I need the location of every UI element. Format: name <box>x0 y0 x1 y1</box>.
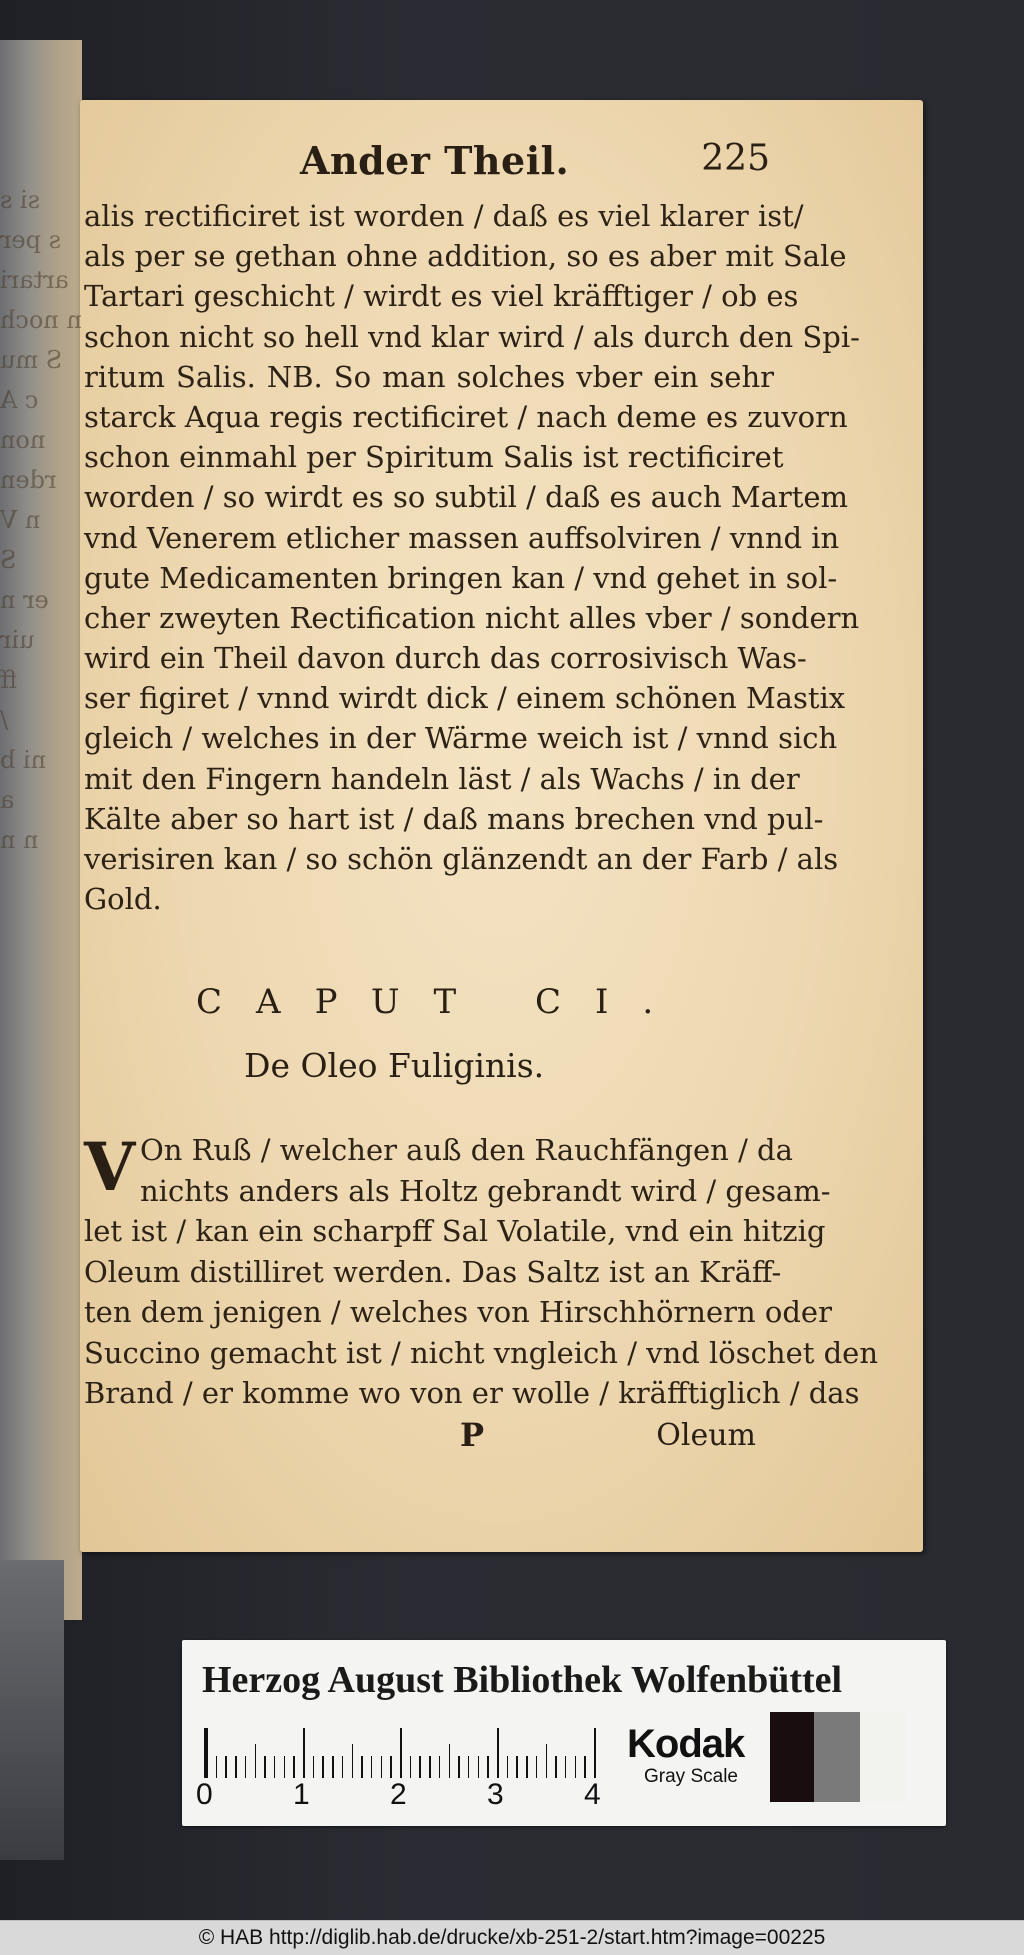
text-line: wird ein Theil davon durch das corrosivisch Was- <box>84 641 807 676</box>
ruler-tick <box>497 1728 499 1778</box>
text-line: verisiren kan / so schön glänzendt an der Farb / als <box>84 842 839 876</box>
page-foot <box>460 1416 756 1456</box>
ruler-tick <box>468 1756 470 1778</box>
bleed-through-line: S mu <box>0 346 63 374</box>
adjacent-page-bleed-through <box>0 180 82 900</box>
ruler-tick <box>225 1756 227 1778</box>
ruler-tick <box>322 1756 324 1778</box>
text-line: vnd Venerem etlicher massen auffsolviren / vnnd in <box>84 520 840 555</box>
section-text-line: Brand / er komme wo von er wolle / kräfftiglich / das <box>84 1376 860 1410</box>
color-calibration-card <box>182 1640 946 1826</box>
ruler-label: 0 <box>196 1778 213 1811</box>
section-text-line: nichts anders als Holtz gebrandt wird / gesam- <box>140 1173 831 1208</box>
bleed-through-line: c A <box>0 386 39 414</box>
signature-mark: P <box>460 1416 485 1454</box>
text-line: Tartari geschicht / wirdt es viel kräfftiger / ob es <box>84 279 799 314</box>
ruler-tick <box>284 1756 286 1778</box>
body-text <box>84 196 860 919</box>
text-line: mit den Fingern handeln läst / als Wachs / in der <box>84 761 800 796</box>
text-line: cher zweyten Rectification nicht alles vber / sondern <box>84 600 860 635</box>
ruler-tick <box>235 1756 237 1778</box>
ruler-tick <box>526 1756 528 1778</box>
ruler-tick <box>536 1756 538 1778</box>
ruler-labels <box>196 1778 626 1818</box>
ruler-tick <box>216 1756 218 1778</box>
ruler-tick <box>516 1756 518 1778</box>
ruler-label: 3 <box>487 1778 504 1811</box>
bleed-through-line: rden <box>0 466 57 494</box>
bleed-through-line: s per <box>0 226 61 254</box>
bleed-through-line: / <box>0 706 9 734</box>
text-line: schon einmahl per Spiritum Salis ist rectificiret <box>84 440 784 475</box>
bleed-through-line: uir <box>0 626 35 654</box>
ruler-tick <box>546 1744 548 1778</box>
bleed-through-line: n noch <box>0 306 82 334</box>
ruler-tick <box>400 1728 402 1778</box>
text-line: schon nicht so hell vnd klar wird / als durch den Spi- <box>84 319 860 354</box>
ruler-label: 4 <box>584 1778 601 1811</box>
ruler-tick <box>575 1756 577 1778</box>
bleed-through-line: n V <box>0 506 41 534</box>
ruler-tick <box>381 1756 383 1778</box>
section-text-line: Oleum distilliret werden. Das Saltz ist an Kräff- <box>84 1254 782 1289</box>
section-text-line: Succino gemacht ist / nicht vngleich / vnd löschet den <box>84 1335 879 1370</box>
ruler-tick <box>206 1728 208 1778</box>
ruler-label: 1 <box>293 1778 310 1811</box>
ruler-tick <box>264 1756 266 1778</box>
ruler-tick <box>594 1728 596 1778</box>
bleed-through-line: a <box>0 786 15 814</box>
ruler-tick <box>371 1756 373 1778</box>
section-text <box>84 1128 879 1414</box>
text-line: worden / so wirdt es so subtil / daß es auch Martem <box>84 480 849 515</box>
ruler-tick <box>245 1756 247 1778</box>
text-line: ser figiret / vnnd wirdt dick / einem schönen Mastix <box>84 681 846 716</box>
ruler-tick <box>352 1744 354 1778</box>
text-line: als per se gethan ohne addition, so es aber mit Sale <box>84 239 847 274</box>
ruler-tick <box>458 1756 460 1778</box>
catchword: Oleum <box>656 1418 756 1453</box>
ruler-tick <box>274 1756 276 1778</box>
bleed-through-line: n n <box>0 826 39 854</box>
adjacent-page-shadow <box>0 1560 64 1860</box>
ruler-tick <box>429 1756 431 1778</box>
ruler-tick <box>449 1744 451 1778</box>
bleed-through-line: ff <box>0 666 18 694</box>
ruler-tick <box>584 1756 586 1778</box>
ruler-label: 2 <box>390 1778 407 1811</box>
text-line: alis rectificiret ist worden / daß es viel klarer ist/ <box>84 199 804 233</box>
ruler-tick <box>439 1756 441 1778</box>
text-line: starck Aqua regis rectificiret / nach deme es zuvorn <box>84 399 848 434</box>
bleed-through-line: er n <box>0 586 49 614</box>
ruler-tick <box>332 1756 334 1778</box>
ruler <box>204 1728 622 1778</box>
ruler-tick <box>419 1756 421 1778</box>
running-head: Ander Theil. <box>300 138 570 183</box>
bleed-through-line: ni b <box>0 746 47 774</box>
ruler-tick <box>565 1756 567 1778</box>
ruler-tick <box>390 1756 392 1778</box>
library-name: Herzog August Bibliothek Wolfenbüttel <box>202 1659 843 1701</box>
ruler-tick <box>487 1756 489 1778</box>
section-text-line: On Ruß / welcher auß den Rauchfängen / da <box>140 1133 793 1167</box>
page-number: 225 <box>701 138 770 179</box>
text-line: Kälte aber so hart ist / daß mans brechen vnd pul- <box>84 801 824 836</box>
page-header <box>300 138 770 186</box>
gray-swatch <box>814 1712 860 1802</box>
text-line: ritum Salis. NB. So man solches vber ein sehr <box>84 359 774 394</box>
ruler-tick <box>555 1756 557 1778</box>
ruler-tick <box>478 1756 480 1778</box>
drop-initial: V <box>84 1128 136 1206</box>
text-line: gute Medicamenten bringen kan / vnd gehet in sol- <box>84 560 838 595</box>
ruler-tick <box>313 1756 315 1778</box>
footer-credit: © HAB http://diglib.hab.de/drucke/xb-251-2/start.htm?image=00225 <box>0 1920 1024 1955</box>
ruler-tick <box>361 1756 363 1778</box>
ruler-tick <box>255 1744 257 1778</box>
gray-swatch <box>770 1712 814 1802</box>
ruler-tick <box>410 1756 412 1778</box>
ruler-tick <box>293 1756 295 1778</box>
ruler-tick <box>507 1756 509 1778</box>
bleed-through-line: artari <box>0 266 69 294</box>
text-line: Gold. <box>84 882 162 917</box>
kodak-logo: Kodak <box>627 1722 745 1766</box>
bleed-through-line: non <box>0 426 46 454</box>
gray-swatch <box>860 1712 906 1802</box>
chapter-title: De Oleo Fuliginis. <box>244 1046 545 1085</box>
gray-scale-label: Gray Scale <box>644 1766 738 1787</box>
bleed-through-line: S <box>0 546 17 574</box>
section-text-line: ten dem jenigen / welches von Hirschhörnern oder <box>84 1295 832 1329</box>
gray-swatches <box>770 1712 906 1802</box>
text-line: gleich / welches in der Wärme weich ist / vnnd sich <box>84 721 838 756</box>
chapter-heading: CAPUT CI. <box>196 982 688 1022</box>
section-text-line: let ist / kan ein scharpff Sal Volatile, vnd ein hitzig <box>84 1214 826 1248</box>
ruler-tick <box>303 1728 305 1778</box>
ruler-tick <box>342 1756 344 1778</box>
bleed-through-line: si s <box>0 186 40 214</box>
